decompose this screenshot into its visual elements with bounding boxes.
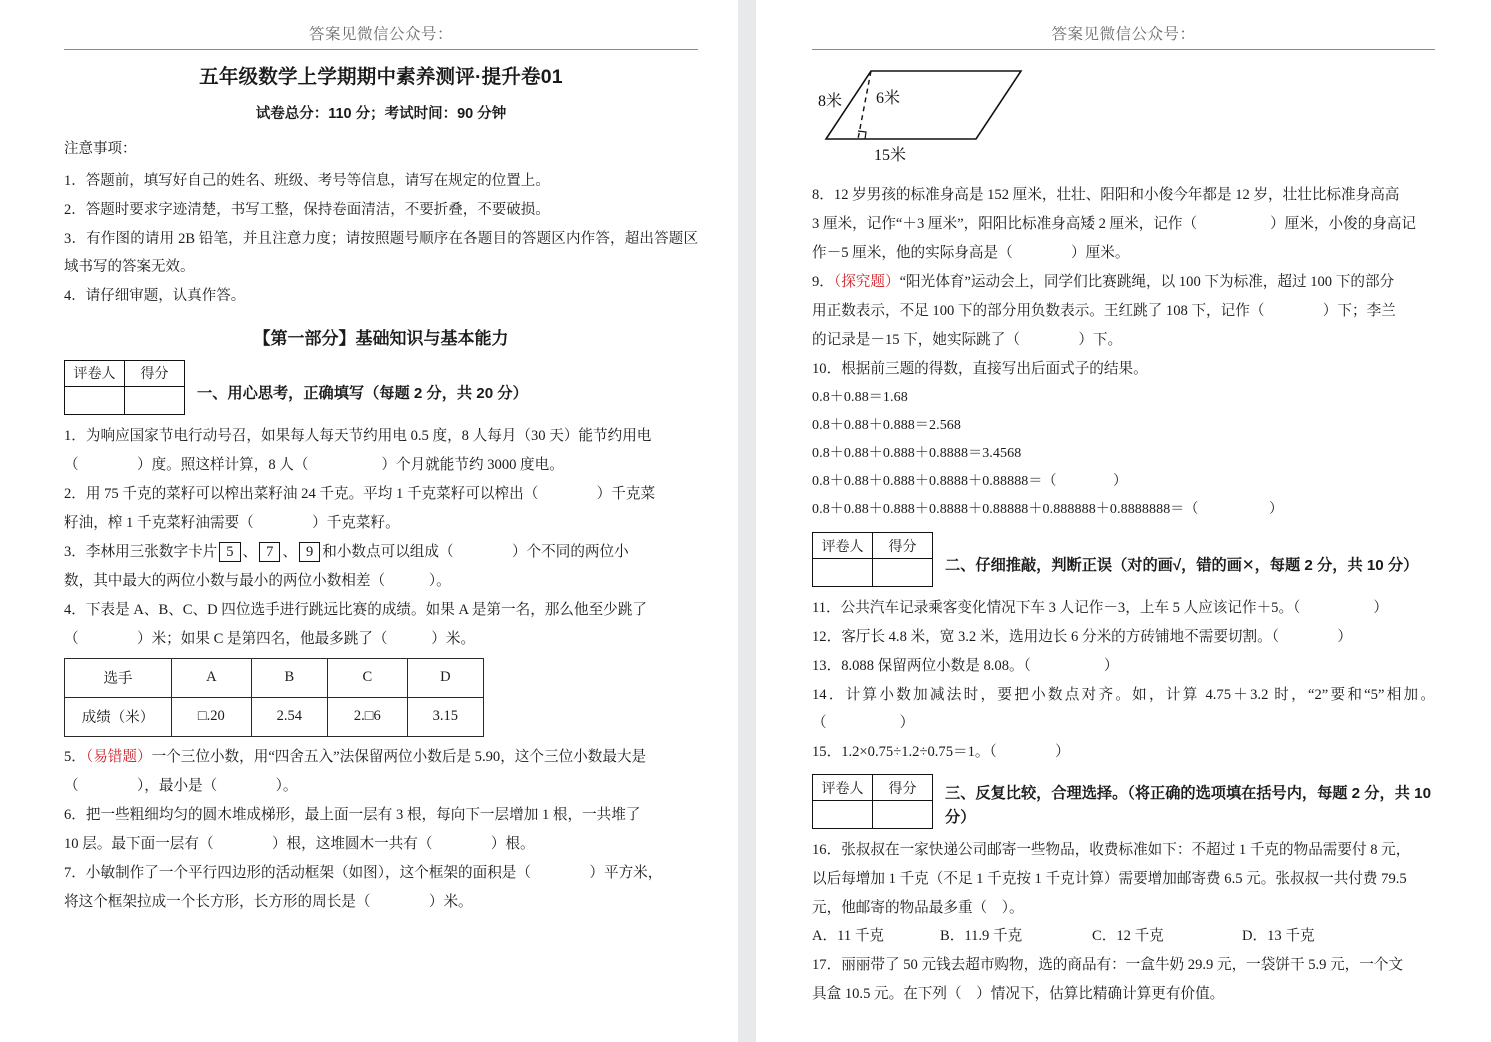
question-17-line-2: 具盒 10.5 元。在下列（ ）情况下，估算比精确计算更有价值。 (812, 986, 1225, 1003)
part-one-title: 【第一部分】基础知识与基本能力 (253, 328, 509, 348)
table-row-header (65, 658, 484, 697)
question-7-line-2: 将这个框架拉成一个长方形，长方形的周长是（ ）米。 (64, 893, 473, 910)
scorebox-2-score-label: 得分 (873, 533, 933, 559)
scorebox-2-reviewer-label: 评卷人 (813, 533, 873, 559)
header-rule-right (812, 49, 1435, 50)
question-9-line-3: 的记录是－15 下，她实际跳了（ ）下。 (812, 332, 1123, 349)
section-2-heading: 二、仔细推敲，判断正误（对的画√，错的画✕，每题 2 分，共 10 分） (945, 557, 1419, 575)
note-item-3: 3．有作图的请用 2B 铅笔，并且注意力度；请按照题号顺序在各题目的答题区内作答，超出答题区域书写的答案无效。 (64, 231, 698, 275)
parallelogram-figure (816, 61, 1435, 171)
question-3-mid: 和小数点可以组成（ ）个不同的两位小 (322, 543, 629, 560)
equation-5: 0.8＋0.88＋0.888＋0.8888＋0.88888＋0.888888＋0.8888888＝（ ） (812, 502, 1284, 518)
scorebox-2-score-value[interactable] (873, 559, 933, 587)
question-12: 12．客厅长 4.8 米，宽 3.2 米，选用边长 6 分米的方砖铺地不需要切割。（ ） (812, 629, 1352, 646)
question-9-number: 9． (812, 274, 834, 291)
number-card-9: 9 (299, 542, 320, 562)
question-1-line-1: 1．为响应国家节电行动号召，如果每人每天节约用电 0.5 度，8 人每月（30 天）能节约用电 (64, 427, 652, 444)
question-2-line-1: 2．用 75 千克的菜籽可以榨出菜籽油 24 千克。平均 1 千克菜籽可以榨出（ ）千克菜 (64, 485, 656, 502)
question-9-text: “阳光体育”运动会上，同学们比赛跳绳，以 100 下为标准，超过 100 下的部分 (899, 274, 1395, 291)
question-3-sep-2: 、 (282, 543, 297, 560)
question-9-line-2: 用正数表示，不足 100 下的部分用负数表示。王红跳了 108 下，记作（ ）下；李兰 (812, 303, 1396, 320)
scorebox-3-reviewer-label: 评卷人 (813, 775, 873, 801)
choice-d[interactable]: D．13 千克 (1242, 928, 1315, 945)
question-16-line-3: 元，他邮寄的物品最多重（ ）。 (812, 900, 1024, 917)
header-rule-left (64, 49, 698, 50)
page-title: 五年级数学上学期期中素养测评·提升卷01 (199, 66, 563, 88)
parallelogram-svg (816, 61, 1086, 166)
question-6-line-2: 10 层。最下面一层有（ ）根，这堆圆木一共有（ ）根。 (64, 835, 535, 852)
section-2-block (812, 530, 1435, 587)
equation-4: 0.8＋0.88＋0.888＋0.8888＋0.88888＝（ ） (812, 474, 1128, 490)
figure-side-label: 8米 (818, 93, 843, 110)
question-3-line-2: 数，其中最大的两位小数与最小的两位小数相差（ ）。 (64, 572, 451, 589)
question-10-line-1: 10．根据前三题的得数，直接写出后面式子的结果。 (812, 361, 1148, 378)
scorebox-2-reviewer-value[interactable] (813, 559, 873, 587)
question-11: 11．公共汽车记录乘客变化情况下车 3 人记作－3，上车 5 人应该记作＋5。（ ） (812, 600, 1388, 617)
question-4-line-1: 4．下表是 A、B、C、D 四位选手进行跳远比赛的成绩。如果 A 是第一名，那么他至少跳了 (64, 601, 647, 618)
question-5-number: 5． (64, 748, 86, 765)
question-13: 13．8.088 保留两位小数是 8.08。（ ） (812, 658, 1119, 675)
page-gutter-divider (738, 0, 756, 1042)
question-5-line-1 (64, 743, 698, 771)
note-item-1: 1．答题前，填写好自己的姓名、班级、考号等信息，请写在规定的位置上。 (64, 173, 550, 190)
note-item-4: 4．请仔细审题，认真作答。 (64, 287, 246, 304)
scorebox-section-1 (64, 360, 185, 415)
question-8-line-3: 作－5 厘米，他的实际身高是（ ）厘米。 (812, 245, 1130, 262)
scorebox-3-score-label: 得分 (873, 775, 933, 801)
question-14: 14．计算小数加减法时，要把小数点对齐。如，计算 4.75＋3.2 时，“2”要和“5”相加。（ ） (812, 687, 1435, 732)
scorebox-3-score-value[interactable] (873, 801, 933, 829)
jump-results-table (64, 658, 484, 737)
section-1-heading: 一、用心思考，正确填写（每题 2 分，共 20 分） (197, 384, 528, 402)
table-cell-score-d: 3.15 (407, 697, 483, 736)
question-16-line-1: 16．张叔叔在一家快递公司邮寄一些物品，收费标准如下：不超过 1 千克的物品需要付 8 元， (812, 842, 1411, 859)
scorebox-section-2 (812, 532, 933, 587)
table-cell-athlete-a: A (172, 658, 252, 697)
section-1-block (64, 358, 698, 415)
table-cell-athlete-d: D (407, 658, 483, 697)
section-3-block (812, 772, 1435, 829)
figure-height-label: 6米 (876, 90, 901, 107)
question-3-prefix: 3．李林用三张数字卡片 (64, 543, 218, 560)
question-4-line-2: （ ）米；如果 C 是第四名，他最多跳了（ ）米。 (64, 630, 476, 647)
notes-label: 注意事项： (64, 141, 137, 157)
equation-2: 0.8＋0.88＋0.888＝2.568 (812, 418, 961, 434)
question-9-tag: （探究题） (833, 274, 900, 291)
paper-subtitle: 试卷总分：110 分；考试时间：90 分钟 (255, 106, 507, 122)
table-cell-athlete-b: B (251, 658, 327, 697)
question-2-line-2: 籽油，榨 1 千克菜籽油需要（ ）千克菜籽。 (64, 514, 400, 531)
table-cell-score-a: □.20 (172, 697, 252, 736)
question-3-line-1 (64, 538, 698, 566)
scorebox-reviewer-label: 评卷人 (65, 360, 125, 386)
scorebox-reviewer-value[interactable] (65, 386, 125, 414)
question-9-line-1 (812, 268, 1435, 296)
question-15: 15．1.2×0.75÷1.2÷0.75＝1。（ ） (812, 744, 1070, 761)
scorebox-3-reviewer-value[interactable] (813, 801, 873, 829)
question-5-tag: （易错题） (85, 748, 152, 765)
question-7-line-1: 7．小敏制作了一个平行四边形的活动框架（如图），这个框架的面积是（ ）平方米， (64, 864, 663, 881)
question-3-sep-1: 、 (242, 543, 258, 560)
table-cell-score-b: 2.54 (251, 697, 327, 736)
scorebox-score-label: 得分 (125, 360, 185, 386)
equation-3: 0.8＋0.88＋0.888＋0.8888＝3.4568 (812, 446, 1022, 462)
question-16-choices (812, 923, 1435, 951)
page-right (756, 0, 1491, 1042)
page-header-watermark-right: 答案见微信公众号： (1051, 26, 1196, 43)
question-5-line-2: （ ），最小是（ ）。 (64, 777, 298, 794)
question-6-line-1: 6．把一些粗细均匀的圆木堆成梯形，最上面一层有 3 根，每向下一层增加 1 根，一共堆了 (64, 806, 641, 823)
question-5-text: 一个三位小数，用“四舍五入”法保留两位小数后是 5.90，这个三位小数最大是 (151, 748, 647, 765)
table-row-scores (65, 697, 484, 736)
section-3-heading: 三、反复比较，合理选择。（将正确的选项填在括号内，每题 2 分，共 10 分） (945, 785, 1432, 826)
scorebox-score-value[interactable] (125, 386, 185, 414)
question-8-line-2: 3 厘米，记作“＋3 厘米”，阳阳比标准身高矮 2 厘米，记作（ ）厘米，小俊的身高记 (812, 216, 1417, 233)
table-cell-athlete-c: C (327, 658, 407, 697)
equation-1: 0.8＋0.88＝1.68 (812, 390, 908, 406)
choice-c[interactable]: C．12 千克 (1092, 928, 1164, 945)
choice-a[interactable]: A．11 千克 (812, 928, 885, 945)
choice-b[interactable]: B．11.9 千克 (940, 928, 1023, 945)
table-cell-athlete-header: 选手 (65, 658, 172, 697)
scorebox-section-3 (812, 774, 933, 829)
question-16-line-2: 以后每增加 1 千克（不足 1 千克按 1 千克计算）需要增加邮寄费 6.5 元。张叔叔一共付费 79.5 (812, 871, 1407, 888)
note-item-2: 2．答题时要求字迹清楚，书写工整，保持卷面清洁，不要折叠，不要破损。 (64, 202, 550, 219)
parallelogram-shape (826, 71, 1021, 139)
figure-base-label: 15米 (874, 147, 907, 164)
question-17-line-1: 17．丽丽带了 50 元钱去超市购物，选的商品有：一盒牛奶 29.9 元，一袋饼干 5.9 元，一个文 (812, 957, 1404, 974)
number-card-7: 7 (259, 542, 280, 562)
page-left (0, 0, 738, 1042)
number-card-5: 5 (219, 542, 240, 562)
page-header-watermark: 答案见微信公众号： (308, 26, 453, 43)
table-cell-score-header: 成绩（米） (65, 697, 172, 736)
question-1-line-2: （ ）度。照这样计算，8 人（ ）个月就能节约 3000 度电。 (64, 456, 564, 473)
question-8-line-1: 8．12 岁男孩的标准身高是 152 厘米，壮壮、阳阳和小俊今年都是 12 岁，壮壮比标准身高高 (812, 187, 1400, 203)
table-cell-score-c: 2.□6 (327, 697, 407, 736)
